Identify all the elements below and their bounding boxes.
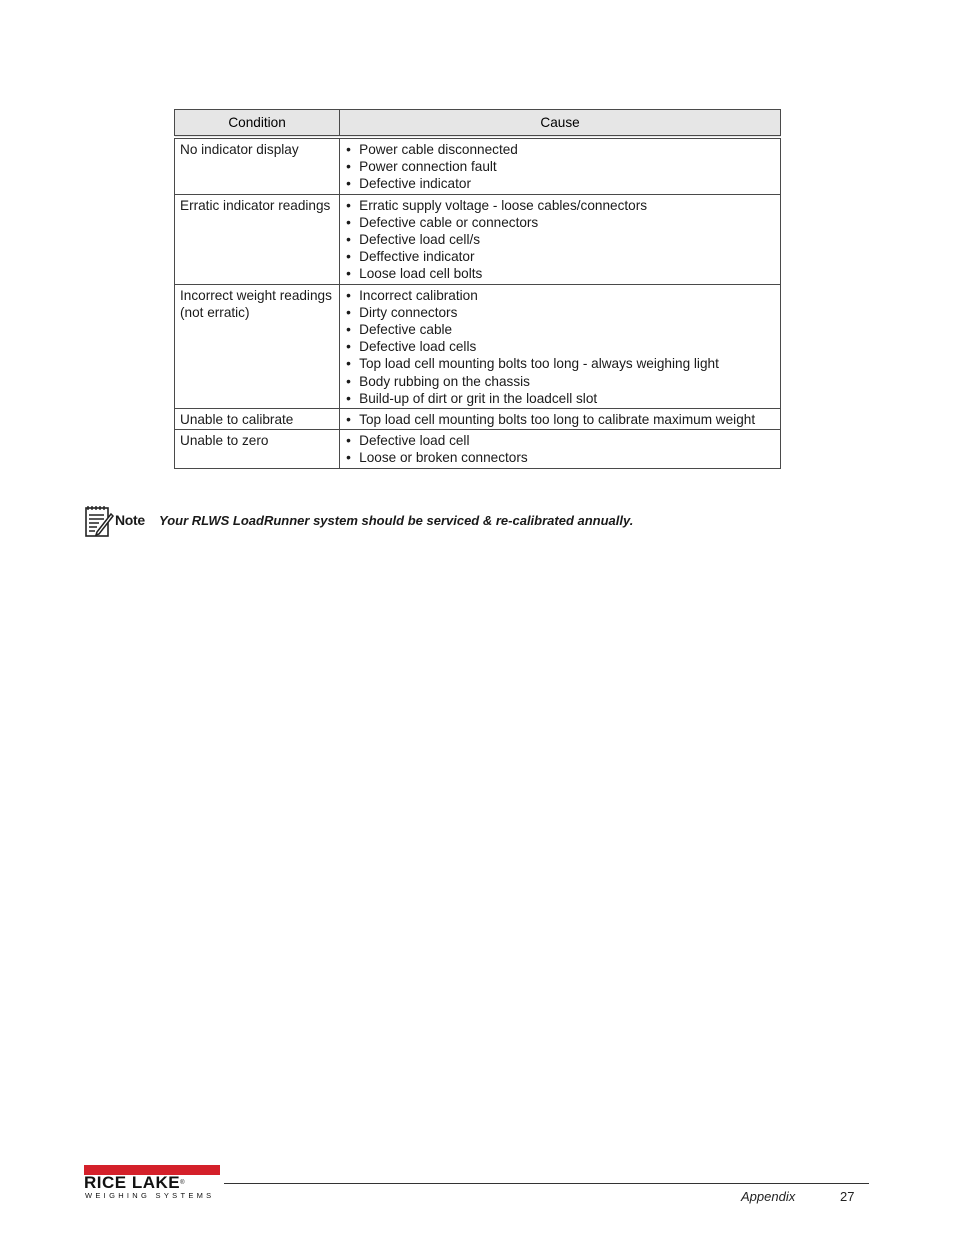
cause-item: • Defective cable or connectors — [345, 214, 775, 231]
cause-item: • Top load cell mounting bolts too long - always weighing light — [345, 355, 775, 372]
cause-item: • Build-up of dirt or grit in the loadcell slot — [345, 390, 775, 407]
condition-cell: Erratic indicator readings — [175, 194, 340, 284]
cause-list — [345, 411, 775, 428]
cause-item: • Power connection fault — [345, 158, 775, 175]
cause-item: • Incorrect calibration — [345, 287, 775, 304]
cause-cell — [340, 137, 781, 194]
column-header-cause: Cause — [340, 110, 781, 138]
rice-lake-logo — [84, 1165, 224, 1201]
cause-item: • Loose load cell bolts — [345, 265, 775, 282]
condition-cell: No indicator display — [175, 137, 340, 194]
cause-list — [345, 432, 775, 466]
cause-item: • Defective load cells — [345, 338, 775, 355]
column-header-condition: Condition — [175, 110, 340, 138]
cause-cell — [340, 430, 781, 468]
logo-name: RICE LAKE® — [84, 1173, 186, 1192]
registered-mark: ® — [180, 1180, 186, 1186]
condition-cell: Incorrect weight readings (not erratic) — [175, 284, 340, 408]
cause-item: • Dirty connectors — [345, 304, 775, 321]
cause-list — [345, 141, 775, 193]
table-row — [175, 430, 781, 468]
footer-divider — [224, 1183, 869, 1184]
cause-item: • Defective load cell/s — [345, 231, 775, 248]
logo-subtitle: WEIGHING SYSTEMS — [85, 1191, 215, 1200]
cause-item: • Deffective indicator — [345, 248, 775, 265]
condition-cell: Unable to calibrate — [175, 409, 340, 430]
cause-cell — [340, 194, 781, 284]
table-body — [175, 137, 781, 468]
notepad-pencil-icon — [84, 504, 114, 538]
cause-item: • Erratic supply voltage - loose cables/connectors — [345, 197, 775, 214]
note-text: Your RLWS LoadRunner system should be serviced & re-calibrated annually. — [159, 513, 634, 528]
cause-cell — [340, 409, 781, 430]
cause-item: • Top load cell mounting bolts too long to calibrate maximum weight — [345, 411, 775, 428]
cause-item: • Loose or broken connectors — [345, 449, 775, 466]
page-number: 27 — [840, 1189, 855, 1204]
cause-item: • Defective indicator — [345, 175, 775, 192]
footer-section-name: Appendix — [741, 1189, 796, 1204]
table-header-row — [175, 110, 781, 138]
cause-item: • Body rubbing on the chassis — [345, 373, 775, 390]
condition-cell: Unable to zero — [175, 430, 340, 468]
cause-item: • Power cable disconnected — [345, 141, 775, 158]
cause-list — [345, 287, 775, 407]
cause-list — [345, 197, 775, 283]
cause-cell — [340, 284, 781, 408]
cause-item: • Defective cable — [345, 321, 775, 338]
troubleshooting-table — [174, 109, 781, 469]
table-row — [175, 409, 781, 430]
cause-item: • Defective load cell — [345, 432, 775, 449]
table-row — [175, 137, 781, 194]
table-row — [175, 284, 781, 408]
note-label: Note — [115, 512, 145, 528]
note-callout — [84, 504, 784, 540]
table-row — [175, 194, 781, 284]
